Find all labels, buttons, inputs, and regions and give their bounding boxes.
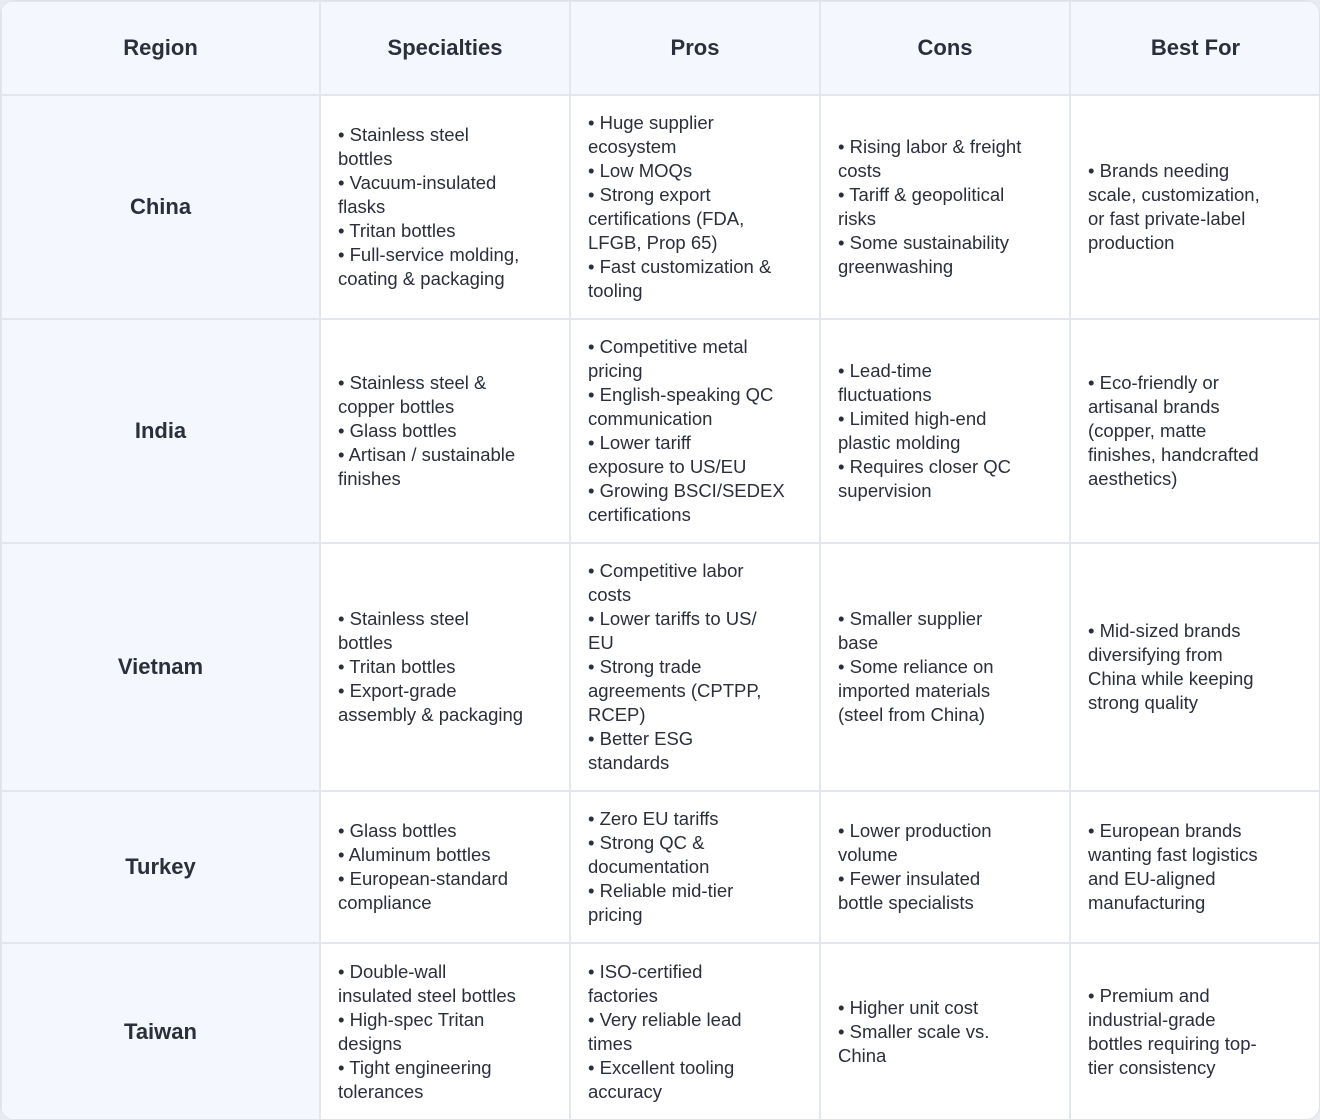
bullet-item: • Competitive labor costs bbox=[588, 560, 744, 605]
column-header-best-for: Best For bbox=[1070, 1, 1320, 95]
best-for-cell bbox=[1070, 791, 1320, 943]
bullet-item: • Strong export certifications (FDA, LFGB, Prop 65) bbox=[588, 184, 745, 253]
bullet-item: • Lead-time fluctuations bbox=[838, 360, 932, 405]
bullet-item: • Tritan bottles bbox=[338, 656, 456, 677]
bullet-item: • Low MOQs bbox=[588, 160, 693, 181]
region-name: China bbox=[1, 95, 320, 319]
cons-cell bbox=[820, 95, 1070, 319]
column-header-pros: Pros bbox=[570, 1, 820, 95]
bullet-item: • Tight engineering tolerances bbox=[338, 1056, 492, 1102]
bullet-item: • Rising labor & freight costs bbox=[838, 136, 1022, 181]
bullet-item: • Vacuum-insulated flasks bbox=[338, 172, 497, 217]
bullet-item: • Strong QC & documentation bbox=[588, 832, 710, 877]
bullet-item: • Smaller supplier base bbox=[838, 608, 983, 653]
bullet-item: • Tariff & geopolitical risks bbox=[838, 184, 1005, 229]
bullet-item: • Higher unit cost bbox=[838, 996, 979, 1018]
bullet-item: • Reliable mid-tier pricing bbox=[588, 880, 734, 925]
bullet-item: • Competitive metal pricing bbox=[588, 336, 748, 381]
pros-cell bbox=[570, 319, 820, 543]
bullet-item: • Growing BSCI/SEDEX certifications bbox=[588, 480, 785, 525]
specialties-cell bbox=[320, 943, 570, 1120]
bullet-item: • Tritan bottles bbox=[338, 220, 456, 241]
bullet-item: • Huge supplier ecosystem bbox=[588, 112, 714, 157]
bullet-item: • Lower tariff exposure to US/EU bbox=[588, 432, 747, 477]
best-for-cell bbox=[1070, 943, 1320, 1120]
bullet-item: • Artisan / sustainable finishes bbox=[338, 444, 516, 489]
specialties-cell bbox=[320, 791, 570, 943]
bullet-item: • Aluminum bottles bbox=[338, 844, 491, 865]
bullet-item: • Export-grade assembly & packaging bbox=[338, 680, 524, 725]
cons-cell bbox=[820, 319, 1070, 543]
best-for-cell bbox=[1070, 319, 1320, 543]
region-name: Vietnam bbox=[1, 543, 320, 791]
bullet-item: • Smaller scale vs. China bbox=[838, 1020, 990, 1066]
best-for-cell bbox=[1070, 543, 1320, 791]
table-row bbox=[1, 791, 1320, 943]
cons-cell bbox=[820, 791, 1070, 943]
cons-cell bbox=[820, 543, 1070, 791]
region-name: Turkey bbox=[1, 791, 320, 943]
specialties-cell bbox=[320, 95, 570, 319]
bullet-item: • ISO-certified factories bbox=[588, 960, 703, 1006]
bullet-item: • Better ESG standards bbox=[588, 728, 694, 773]
specialties-cell bbox=[320, 319, 570, 543]
best-for-cell bbox=[1070, 95, 1320, 319]
bullet-item: • Eco-friendly or artisanal brands (copper, matte finishes, handcrafted aesthetics) bbox=[1088, 372, 1259, 489]
column-header-specialties: Specialties bbox=[320, 1, 570, 95]
bullet-item: • European-standard compliance bbox=[338, 868, 509, 913]
bullet-item: • Zero EU tariffs bbox=[588, 808, 719, 829]
cons-cell bbox=[820, 943, 1070, 1120]
bullet-item: • Stainless steel bottles bbox=[338, 608, 469, 653]
table-row bbox=[1, 319, 1320, 543]
region-name: India bbox=[1, 319, 320, 543]
bullet-item: • English-speaking QC communication bbox=[588, 384, 774, 429]
bullet-item: • Glass bottles bbox=[338, 420, 457, 441]
bullet-item: • Limited high-end plastic molding bbox=[838, 408, 987, 453]
bullet-item: • Full-service molding, coating & packaging bbox=[338, 244, 520, 289]
pros-cell bbox=[570, 791, 820, 943]
bullet-item: • Premium and industrial-grade bottles requiring top- tier consistency bbox=[1088, 984, 1257, 1078]
bullet-item: • Lower production volume bbox=[838, 820, 992, 865]
bullet-item: • Very reliable lead times bbox=[588, 1008, 742, 1054]
bullet-item: • Double-wall insulated steel bottles bbox=[338, 960, 516, 1006]
column-header-region: Region bbox=[1, 1, 320, 95]
specialties-cell bbox=[320, 543, 570, 791]
region-name: Taiwan bbox=[1, 943, 320, 1120]
table-row bbox=[1, 943, 1320, 1120]
column-header-cons: Cons bbox=[820, 1, 1070, 95]
bullet-item: • Fewer insulated bottle specialists bbox=[838, 868, 981, 913]
bullet-item: • Requires closer QC supervision bbox=[838, 456, 1012, 501]
pros-cell bbox=[570, 943, 820, 1120]
table-row bbox=[1, 543, 1320, 791]
bullet-item: • Brands needing scale, customization, or fast private-label production bbox=[1088, 160, 1260, 253]
header-row bbox=[1, 1, 1320, 95]
bullet-item: • Glass bottles bbox=[338, 820, 457, 841]
bullet-item: • Some sustainability greenwashing bbox=[838, 232, 1009, 277]
bullet-item: • Lower tariffs to US/ EU bbox=[588, 608, 757, 653]
bullet-item: • European brands wanting fast logistics and EU-aligned manufacturing bbox=[1088, 820, 1258, 913]
bullet-item: • Strong trade agreements (CPTPP, RCEP) bbox=[588, 656, 762, 725]
bullet-item: • Stainless steel bottles bbox=[338, 124, 469, 169]
pros-cell bbox=[570, 543, 820, 791]
bullet-item: • Mid-sized brands diversifying from China while keeping strong quality bbox=[1088, 620, 1254, 713]
bullet-item: • Excellent tooling accuracy bbox=[588, 1056, 735, 1102]
bullet-item: • Fast customization & tooling bbox=[588, 256, 772, 301]
bullet-item: • Some reliance on imported materials (steel from China) bbox=[838, 656, 994, 725]
table-row bbox=[1, 95, 1320, 319]
bullet-item: • High-spec Tritan designs bbox=[338, 1008, 485, 1054]
pros-cell bbox=[570, 95, 820, 319]
bullet-item: • Stainless steel & copper bottles bbox=[338, 372, 487, 417]
